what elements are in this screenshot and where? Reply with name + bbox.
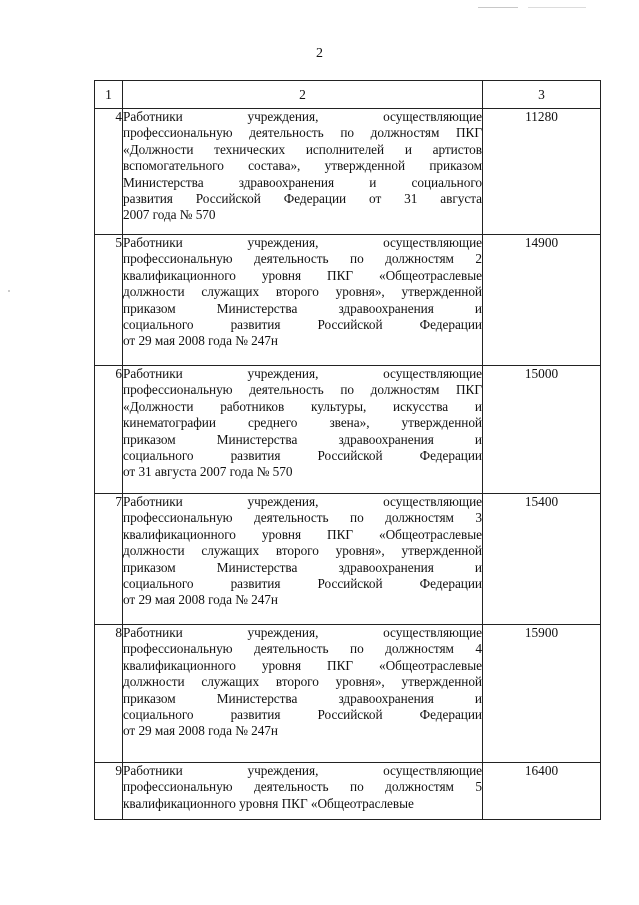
description-line: вспомогательного состава», утвержденной приказом bbox=[123, 158, 482, 174]
row-value: 16400 bbox=[483, 763, 601, 820]
table-row bbox=[95, 625, 601, 763]
salary-table bbox=[94, 80, 601, 820]
description-line: Работники учреждения, осуществляющие bbox=[123, 625, 482, 640]
table-row bbox=[95, 366, 601, 494]
description-line: Работники учреждения, осуществляющие bbox=[123, 366, 482, 381]
description-line: приказом Министерства здравоохранения и bbox=[123, 431, 482, 447]
description-line: должности служащих второго уровня», утвержденной bbox=[123, 543, 482, 559]
row-description bbox=[123, 763, 483, 820]
description-line: приказом Министерства здравоохранения и bbox=[123, 559, 482, 575]
row-description bbox=[123, 625, 483, 763]
description-line: социального развития Российской Федерации bbox=[123, 448, 482, 464]
description-line: Работники учреждения, осуществляющие bbox=[123, 763, 482, 778]
description-line: от 29 мая 2008 года № 247н bbox=[123, 723, 278, 739]
description-line: профессиональную деятельность по должностям 3 bbox=[123, 510, 482, 526]
row-value: 14900 bbox=[483, 235, 601, 366]
row-number: 8 bbox=[95, 625, 123, 763]
description-line: квалификационного уровня ПКГ «Общеотраслевые bbox=[123, 526, 482, 542]
description-line: квалификационного уровня ПКГ «Общеотраслевые bbox=[123, 267, 482, 283]
row-number: 7 bbox=[95, 494, 123, 625]
description-line: должности служащих второго уровня», утвержденной bbox=[123, 284, 482, 300]
description-line: 2007 года № 570 bbox=[123, 207, 216, 223]
description-line: «Должности технических исполнителей и артистов bbox=[123, 141, 482, 157]
description-line: от 31 августа 2007 года № 570 bbox=[123, 464, 293, 480]
description-line: социального развития Российской Федерации bbox=[123, 707, 482, 723]
page-number: 2 bbox=[316, 46, 323, 61]
description-line: приказом Министерства здравоохранения и bbox=[123, 300, 482, 316]
row-number: 5 bbox=[95, 235, 123, 366]
description-line: квалификационного уровня ПКГ «Общеотраслевые bbox=[123, 795, 414, 811]
row-number: 9 bbox=[95, 763, 123, 820]
table-row bbox=[95, 494, 601, 625]
row-description bbox=[123, 235, 483, 366]
description-line: профессиональную деятельность по должностям ПКГ bbox=[123, 382, 482, 398]
row-description bbox=[123, 494, 483, 625]
column-header-number: 1 bbox=[95, 81, 123, 109]
description-line: социального развития Российской Федерации bbox=[123, 576, 482, 592]
table-row bbox=[95, 109, 601, 235]
description-line: профессиональную деятельность по должностям ПКГ bbox=[123, 125, 482, 141]
scan-artifact-line bbox=[478, 7, 518, 8]
row-number: 4 bbox=[95, 109, 123, 235]
description-line: кинематографии среднего звена», утвержденной bbox=[123, 415, 482, 431]
table-header-row bbox=[95, 81, 601, 109]
row-value: 11280 bbox=[483, 109, 601, 235]
row-description bbox=[123, 109, 483, 235]
description-line: Министерства здравоохранения и социального bbox=[123, 174, 482, 190]
description-line: социального развития Российской Федерации bbox=[123, 317, 482, 333]
description-line: «Должности работников культуры, искусства и bbox=[123, 398, 482, 414]
row-description bbox=[123, 366, 483, 494]
scan-artifact-dot bbox=[8, 290, 10, 292]
description-line: профессиональную деятельность по должностям 2 bbox=[123, 251, 482, 267]
row-number: 6 bbox=[95, 366, 123, 494]
description-line: от 29 мая 2008 года № 247н bbox=[123, 592, 278, 608]
description-line: Работники учреждения, осуществляющие bbox=[123, 109, 482, 124]
description-line: профессиональную деятельность по должностям 5 bbox=[123, 779, 482, 795]
description-line: развития Российской Федерации от 31 августа bbox=[123, 191, 482, 207]
description-line: должности служащих второго уровня», утвержденной bbox=[123, 674, 482, 690]
description-line: Работники учреждения, осуществляющие bbox=[123, 494, 482, 509]
table-row bbox=[95, 235, 601, 366]
description-line: приказом Министерства здравоохранения и bbox=[123, 690, 482, 706]
description-line: квалификационного уровня ПКГ «Общеотраслевые bbox=[123, 657, 482, 673]
description-line: от 29 мая 2008 года № 247н bbox=[123, 333, 278, 349]
description-line: профессиональную деятельность по должностям 4 bbox=[123, 641, 482, 657]
row-value: 15400 bbox=[483, 494, 601, 625]
row-value: 15000 bbox=[483, 366, 601, 494]
column-header-description: 2 bbox=[123, 81, 483, 109]
scan-artifact-line bbox=[528, 7, 586, 8]
description-line: Работники учреждения, осуществляющие bbox=[123, 235, 482, 250]
table-row bbox=[95, 763, 601, 820]
column-header-value: 3 bbox=[483, 81, 601, 109]
row-value: 15900 bbox=[483, 625, 601, 763]
